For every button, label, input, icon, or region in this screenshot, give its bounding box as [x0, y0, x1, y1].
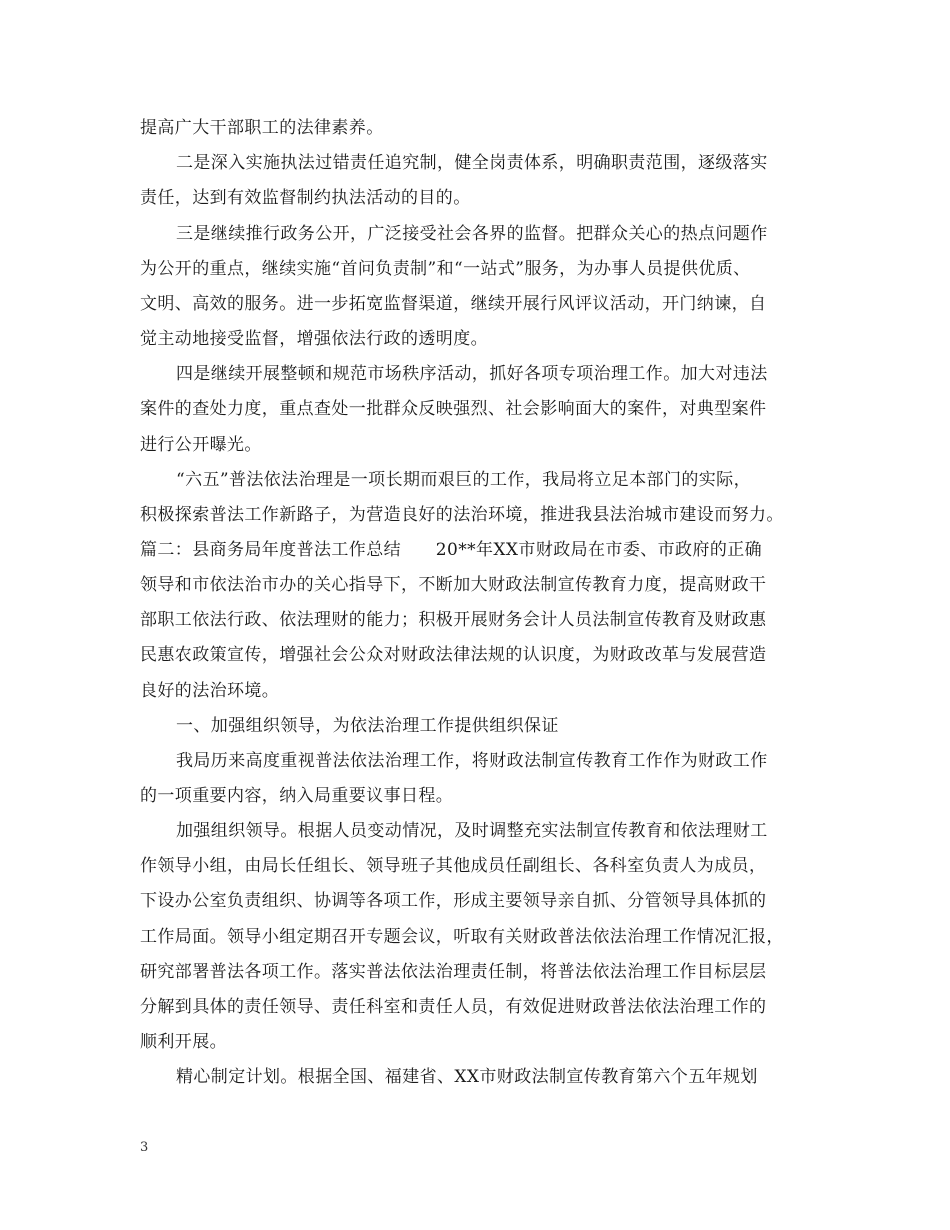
- text-line: 积极探索普法工作新路子，为营造良好的法治环境，推进我县法治城市建设而努力。: [140, 505, 784, 525]
- text-line: 工作局面。领导小组定期召开专题会议，听取有关财政普法依法治理工作情况汇报，: [140, 927, 784, 947]
- paragraph-line: 四是继续开展整顿和规范市场秩序活动，抓好各项专项治理工作。加大对违法: [176, 364, 768, 384]
- text-line: 为公开的重点，继续实施“首问负责制”和“一站式”服务，为办事人员提供优质、: [140, 259, 751, 279]
- paragraph-line: “六五”普法依法治理是一项长期而艰巨的工作，我局将立足本部门的实际，: [176, 470, 751, 490]
- text-line: 民惠农政策宣传，增强社会公众对财政法律法规的认识度，为财政改革与发展营造: [140, 645, 767, 665]
- paragraph-line: 加强组织领导。根据人员变动情况，及时调整充实法制宣传教育和依法理财工: [176, 821, 768, 841]
- text-line: 案件的查处力度，重点查处一批群众反映强烈、社会影响面大的案件，对典型案件: [140, 399, 767, 419]
- paragraph-line: 精心制定计划。根据全国、福建省、XX市财政法制宣传教育第六个五年规划: [176, 1067, 758, 1087]
- paragraph-line: 三是继续推行政务公开，广泛接受社会各界的监督。把群众关心的热点问题作: [176, 224, 768, 244]
- section-heading-line: 篇二：县商务局年度普法工作总结 20**年XX市财政局在市委、市政府的正确: [140, 540, 763, 560]
- text-line: 提高广大干部职工的法律素养。: [140, 118, 384, 138]
- paragraph-line: 我局历来高度重视普法依法治理工作，将财政法制宣传教育工作作为财政工作: [176, 751, 768, 771]
- text-line: 顺利开展。: [140, 1032, 227, 1052]
- text-line: 下设办公室负责组织、协调等各项工作，形成主要领导亲自抓、分管领导具体抓的: [140, 891, 767, 911]
- text-line: 的一项重要内容，纳入局重要议事日程。: [140, 786, 454, 806]
- subheading-line: 一、加强组织领导，为依法治理工作提供组织保证: [176, 716, 559, 736]
- text-line: 作领导小组，由局长任组长、领导班子其他成员任副组长、各科室负责人为成员，: [140, 856, 767, 876]
- text-line: 文明、高效的服务。进一步拓宽监督渠道，继续开展行风评议活动，开门纳谏，自: [140, 294, 767, 314]
- text-line: 良好的法治环境。: [140, 681, 280, 701]
- paragraph-line: 二是深入实施执法过错责任追究制，健全岗责体系，明确职责范围，逐级落实: [176, 153, 768, 173]
- text-line: 领导和市依法治市办的关心指导下，不断加大财政法制宣传教育力度，提高财政干: [140, 575, 767, 595]
- text-line: 觉主动地接受监督，增强依法行政的透明度。: [140, 329, 488, 349]
- text-line: 责任，达到有效监督制约执法活动的目的。: [140, 188, 471, 208]
- text-line: 研究部署普法各项工作。落实普法依法治理责任制，将普法依法治理工作目标层层: [140, 962, 767, 982]
- text-line: 部职工依法行政、依法理财的能力；积极开展财务会计人员法制宣传教育及财政惠: [140, 610, 767, 630]
- text-line: 分解到具体的责任领导、责任科室和责任人员，有效促进财政普法依法治理工作的: [140, 997, 767, 1017]
- text-line: 进行公开曝光。: [140, 435, 262, 455]
- page-number: 3: [140, 1140, 149, 1155]
